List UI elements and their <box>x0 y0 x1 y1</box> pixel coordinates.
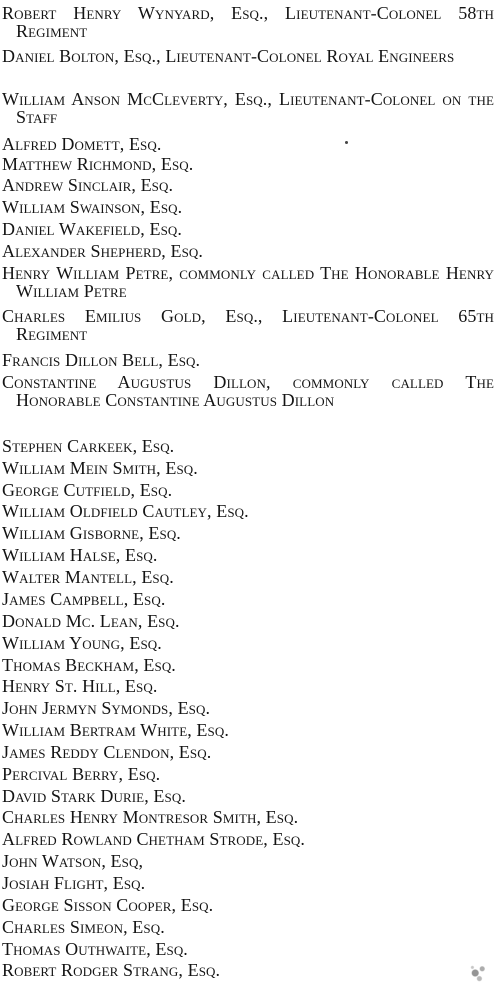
list-entry: William Oldfield Cautley, Esq. <box>2 501 249 521</box>
list-entry: James Reddy Clendon, Esq. <box>2 742 212 762</box>
list-entry: William Bertram White, Esq. <box>2 720 229 740</box>
list-entry: Charles Simeon, Esq. <box>2 917 165 937</box>
list-entry: Percival Berry, Esq. <box>2 764 161 784</box>
list-entry: Thomas Beckham, Esq. <box>2 655 176 675</box>
list-entry: William Halse, Esq. <box>2 545 158 565</box>
list-entry: Charles Henry Montresor Smith, Esq. <box>2 807 299 827</box>
list-entry: Thomas Outhwaite, Esq. <box>2 939 188 959</box>
list-entry: Stephen Carkeek, Esq. <box>2 436 175 456</box>
list-entry: Donald Mc. Lean, Esq. <box>2 611 180 631</box>
list-entry: Francis Dillon Bell, Esq. <box>2 350 201 370</box>
list-entry: John Watson, Esq, <box>2 851 144 871</box>
list-entry: William Mein Smith, Esq. <box>2 458 198 478</box>
list-entry: Matthew Richmond, Esq. <box>2 154 194 174</box>
list-entry: Alexander Shepherd, Esq. <box>2 241 204 261</box>
list-entry: Walter Mantell, Esq. <box>2 567 174 587</box>
list-entry: John Jermyn Symonds, Esq. <box>2 698 211 718</box>
ink-smudge <box>464 959 492 987</box>
list-entry: Charles Emilius Gold, Esq., Lieutenant-Colonel 65th Regiment <box>2 306 494 344</box>
list-entry: William Swainson, Esq. <box>2 197 183 217</box>
list-entry: Daniel Wakefield, Esq. <box>2 219 183 239</box>
list-entry: William Gisborne, Esq. <box>2 523 181 543</box>
list-entry: William Young, Esq. <box>2 633 162 653</box>
ink-speck <box>345 141 348 144</box>
list-entry: Josiah Flight, Esq. <box>2 873 146 893</box>
list-entry: Daniel Bolton, Esq., Lieutenant-Colonel Royal Engineers <box>2 46 455 66</box>
list-entry: Alfred Rowland Chetham Strode, Esq. <box>2 829 306 849</box>
list-entry: David Stark Durie, Esq. <box>2 786 186 806</box>
list-entry: Andrew Sinclair, Esq. <box>2 175 174 195</box>
list-entry: William Anson McCleverty, Esq., Lieutenant-Colonel on the Staff <box>2 89 494 127</box>
list-entry: Alfred Domett, Esq. <box>2 134 162 154</box>
list-entry: Constantine Augustus Dillon, commonly called The Honorable Constantine Augustus Dillon <box>2 372 494 410</box>
list-entry: George Cutfield, Esq. <box>2 480 173 500</box>
list-entry: Robert Henry Wynyard, Esq., Lieutenant-Colonel 58th Regiment <box>2 3 494 41</box>
list-entry: George Sisson Cooper, Esq. <box>2 895 214 915</box>
list-entry: Robert Rodger Strang, Esq. <box>2 960 221 980</box>
list-entry: James Campbell, Esq. <box>2 589 166 609</box>
list-entry: Henry William Petre, commonly called The Honorable Henry William Petre <box>2 263 494 301</box>
list-entry: Henry St. Hill, Esq. <box>2 676 158 696</box>
